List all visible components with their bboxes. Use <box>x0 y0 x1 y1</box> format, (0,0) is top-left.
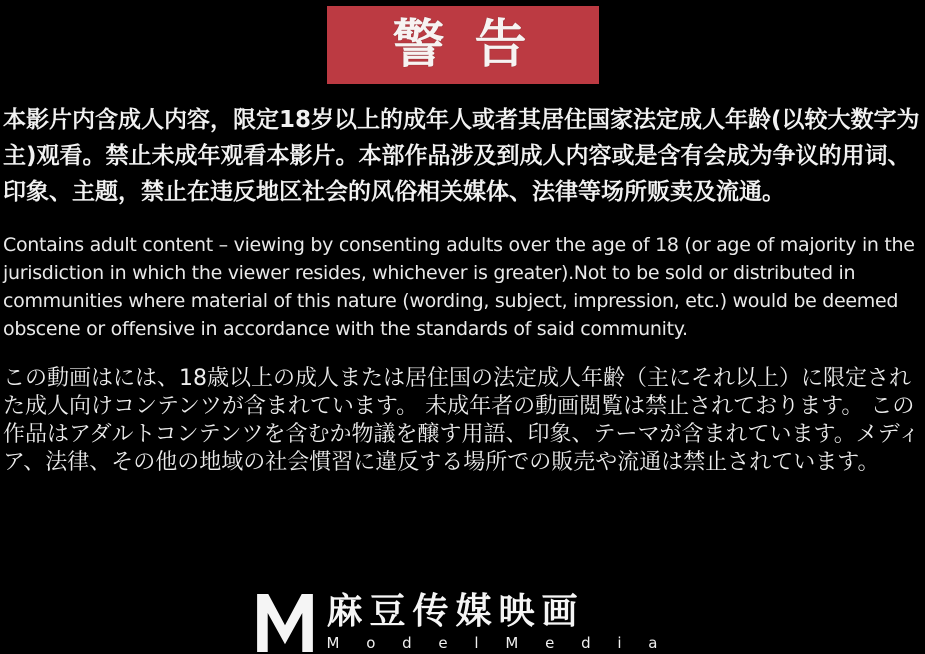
warning-screen <box>0 6 925 652</box>
warning-banner <box>327 6 599 84</box>
studio-logo-text <box>326 593 668 652</box>
warning-paragraph-japanese: この動画はには、18歳以上の成人または居住国の法定成人年齢（主にそれ以上）に限定された成人向けコンテンツが含まれています。 未成年者の動画閲覧は禁止されております。 この作品はアダルトコンテンツを含むか物議を醸す用語、印象、テーマが含まれています。メディア、法律、その他の地域の社会慣習に違反する場所での販売や流通は禁止されています。 <box>3 366 920 475</box>
studio-name-english: M o d e l M e d i a <box>326 634 669 652</box>
studio-name-cjk: 麻豆传媒映画 <box>326 591 585 633</box>
warning-banner-label: 警 告 <box>392 15 533 75</box>
warning-paragraph-chinese: 本影片内含成人内容，限定18岁以上的成年人或者其居住国家法定成人年龄(以较大数字为主)观看。禁止未成年观看本影片。本部作品涉及到成人内容或是含有会成为争议的用词、印象、主题，禁止在违反地区社会的风俗相关媒体、法律等场所贩卖及流通。 <box>3 107 920 205</box>
studio-logo <box>256 593 668 652</box>
warning-paragraph-english: Contains adult content – viewing by consenting adults over the age of 18 (or age of majority in the jurisdiction in which the viewer resides, whichever is greater).Not to be sold or distributed in communities where material of this nature (wording, subject, impression, etc.) would be deemed obscene or offensive in accordance with the standards of said community. <box>3 234 915 340</box>
m-logomark-icon <box>256 594 312 652</box>
